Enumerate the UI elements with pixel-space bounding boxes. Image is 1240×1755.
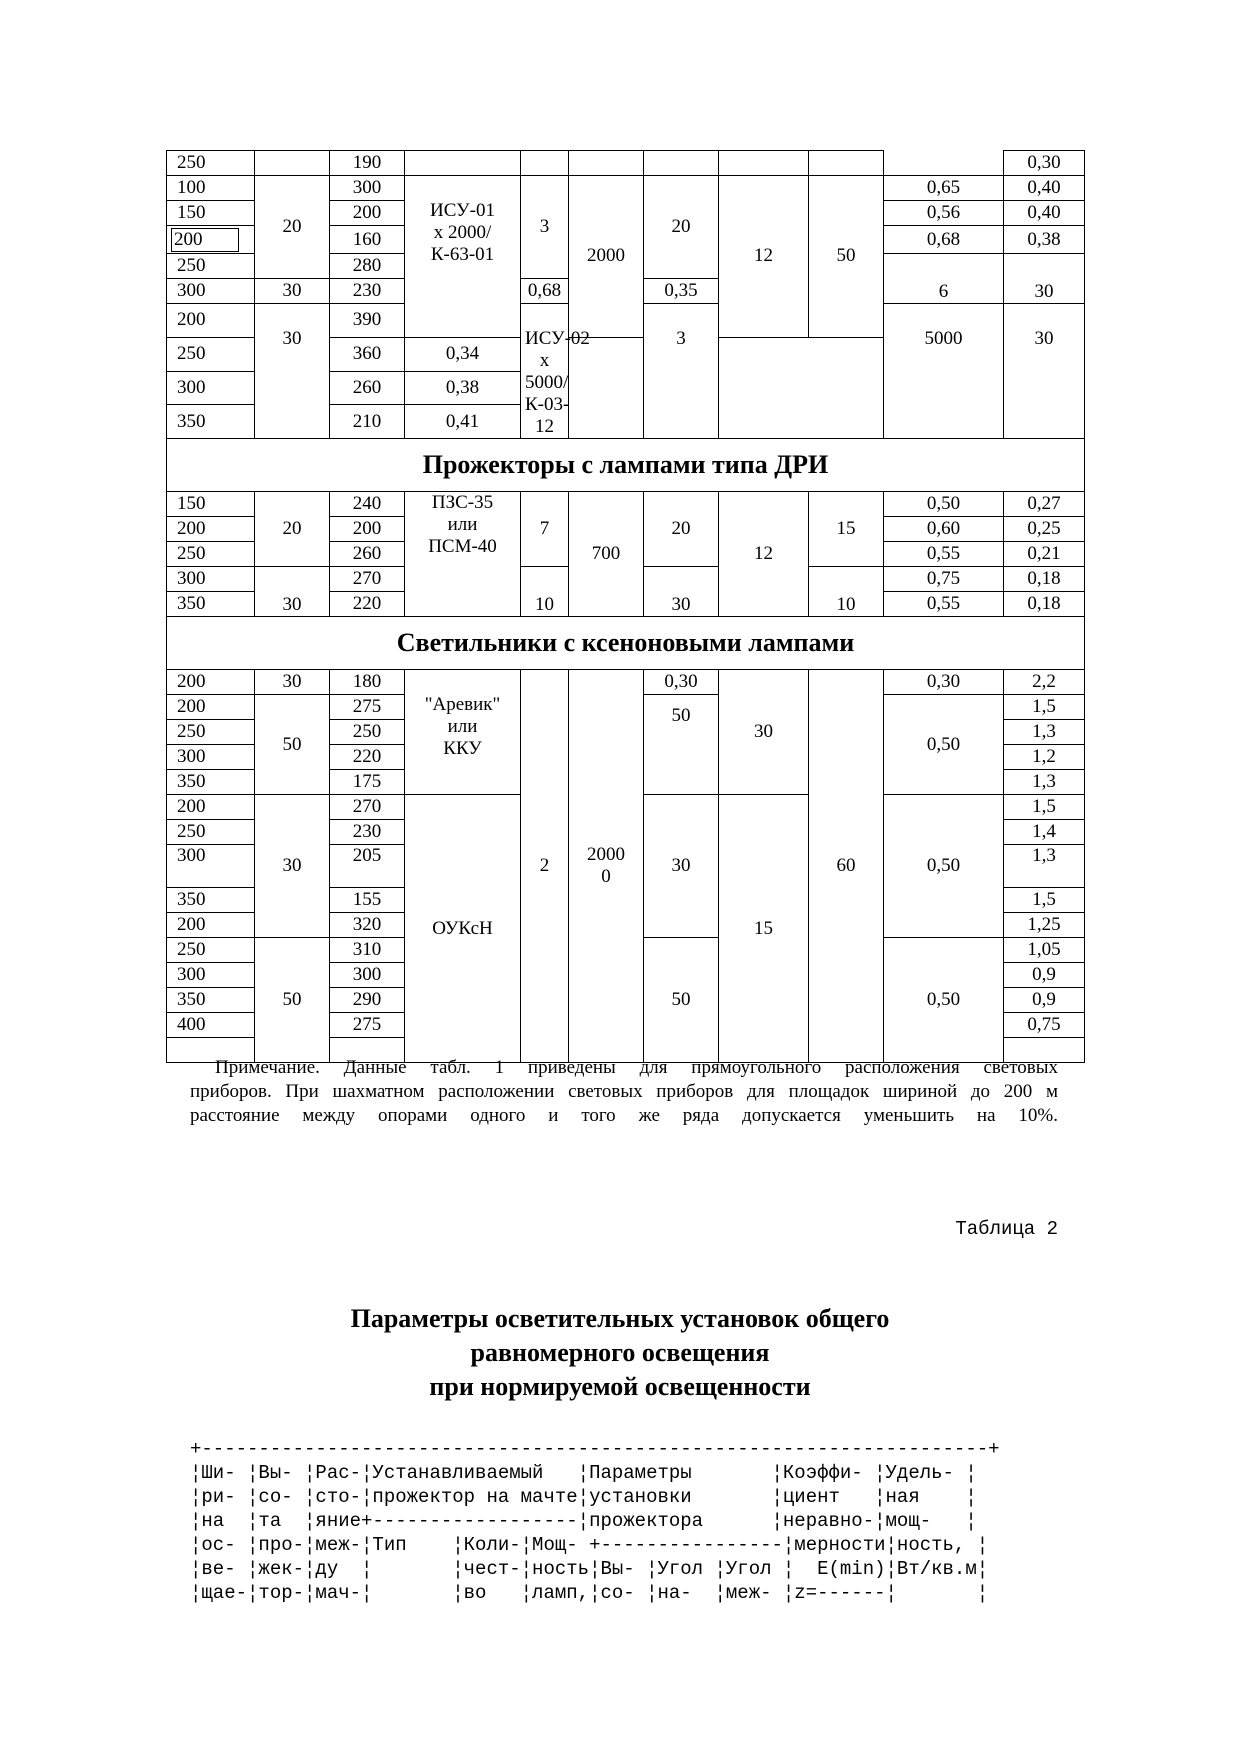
table-cell <box>521 151 569 176</box>
table-cell <box>884 151 1004 176</box>
note-line: Примечание. Данные табл. 1 приведены для прямоугольного расположения световых <box>215 1057 1058 1078</box>
table-cell: 10 <box>809 567 884 617</box>
table-cell: 220 <box>330 592 405 617</box>
table-cell: 0,9 <box>1004 988 1085 1013</box>
table-cell: 0,55 <box>884 542 1004 567</box>
table-2-title <box>0 1302 1240 1404</box>
table-cell: 1,4 <box>1004 820 1085 845</box>
table-cell: 275 <box>330 695 405 720</box>
table-cell: 320 <box>330 913 405 938</box>
table-cell: 2,2 <box>1004 670 1085 695</box>
table-cell: 1,5 <box>1004 795 1085 820</box>
table-cell: 0,68 <box>884 226 1004 254</box>
table-cell <box>405 492 521 617</box>
table-cell: 205 <box>330 845 405 888</box>
table-row <box>167 492 1085 517</box>
note-line: расстояние между опорами одного и того же ряда допускается уменьшить на 10%. <box>190 1105 1058 1126</box>
table-cell: 290 <box>330 988 405 1013</box>
table-cell <box>809 151 884 176</box>
table-cell: 20 <box>255 492 330 567</box>
table-cell <box>521 304 590 439</box>
table-cell: 250 <box>167 938 255 963</box>
note-line: приборов. При шахматном расположении световых приборов для площадок шириной до 200 м <box>190 1081 1058 1102</box>
table-cell <box>644 151 719 176</box>
lamp-type-label: или <box>447 514 478 535</box>
table-cell: 250 <box>167 254 255 279</box>
lamp-type-label: К-03-12 <box>525 394 570 437</box>
title-line: равномерного освещения <box>470 1338 770 1367</box>
table-cell: 1,5 <box>1004 888 1085 913</box>
table-cell: 230 <box>330 279 405 304</box>
table-cell: 2000 0 <box>569 670 644 1063</box>
ascii-line: ¦ве- ¦жек-¦ду ¦ ¦чест-¦ность¦Вы- ¦Угол ¦Угол ¦ E(min)¦Вт/кв.м¦ <box>190 1558 989 1580</box>
table-cell: 50 <box>644 938 719 1063</box>
table-cell: 250 <box>167 542 255 567</box>
lamp-type-label: ПЗС-35 <box>431 492 494 513</box>
table-cell: 270 <box>330 795 405 820</box>
table-cell: 350 <box>167 988 255 1013</box>
table-cell: 0,18 <box>1004 567 1085 592</box>
table-cell: 50 <box>255 938 330 1063</box>
table-cell: 1,25 <box>1004 913 1085 938</box>
table-row <box>167 151 1085 176</box>
table-cell: 0,56 <box>884 201 1004 226</box>
table-cell: 30 <box>255 795 330 938</box>
table-cell: 30 <box>719 670 809 795</box>
table-cell: 300 <box>167 567 255 592</box>
section-heading-xenon: Светильники с ксеноновыми лампами <box>167 617 1085 670</box>
table-cell: 310 <box>330 938 405 963</box>
table-cell: 0,30 <box>884 670 1004 695</box>
table-cell: 200 <box>167 795 255 820</box>
table-cell: 0,50 <box>884 492 1004 517</box>
lamp-type-label: ИСУ-02 <box>525 328 590 349</box>
table-cell: 30 <box>255 567 330 617</box>
lamp-type-label: К-63-01 <box>430 244 495 265</box>
table-cell: 210 <box>330 405 405 439</box>
table-cell: 200 <box>167 695 255 720</box>
table-cell: 3 <box>644 304 719 439</box>
section-heading-dri: Прожекторы с лампами типа ДРИ <box>167 439 1085 492</box>
table-cell: 350 <box>167 888 255 913</box>
table-cell <box>405 670 521 795</box>
lighting-parameters-table-1 <box>166 150 1085 1063</box>
table-cell: 20 <box>644 492 719 567</box>
table-cell: 15 <box>719 795 809 1063</box>
table-cell: 0,21 <box>1004 542 1085 567</box>
table-cell: 400 <box>167 1013 255 1038</box>
table-cell: 0,40 <box>1004 201 1085 226</box>
table-cell: 155 <box>330 888 405 913</box>
table-cell: 0,34 <box>405 337 521 371</box>
table-cell <box>719 151 809 176</box>
table-cell: 0,60 <box>884 517 1004 542</box>
table-cell: 1,3 <box>1004 845 1085 888</box>
lamp-type-label: "Аревик" <box>424 694 501 715</box>
table-cell: 12 <box>719 176 809 338</box>
table-cell: 300 <box>167 963 255 988</box>
lamp-type-label: х 5000/ <box>525 350 569 393</box>
table-cell: 200 <box>167 304 255 338</box>
table-row <box>167 176 1085 201</box>
table-cell: 275 <box>330 1013 405 1038</box>
table-cell: 0,30 <box>644 670 719 695</box>
table-cell <box>167 226 255 254</box>
table-cell: 175 <box>330 770 405 795</box>
table-cell: 0,40 <box>1004 176 1085 201</box>
table-cell: 100 <box>167 176 255 201</box>
table-cell: 300 <box>167 371 255 405</box>
table-cell: 0,9 <box>1004 963 1085 988</box>
table-cell: 180 <box>330 670 405 695</box>
table-cell: 0,65 <box>884 176 1004 201</box>
selected-cell-value[interactable]: 200 <box>171 228 239 252</box>
table-cell: 250 <box>167 720 255 745</box>
table-cell <box>405 176 521 338</box>
table-cell: 0,75 <box>884 567 1004 592</box>
table-cell: 50 <box>809 176 884 338</box>
lamp-type-label: или <box>447 716 478 737</box>
section-row <box>167 439 1085 492</box>
table-cell: 250 <box>167 820 255 845</box>
table-cell: 300 <box>330 176 405 201</box>
table-cell: 260 <box>330 371 405 405</box>
ascii-line: ¦щае-¦тор-¦мач-¦ ¦во ¦ламп,¦со- ¦на- ¦меж- ¦z=------¦ ¦ <box>190 1582 989 1604</box>
table-cell: 360 <box>330 337 405 371</box>
table-cell: 350 <box>167 592 255 617</box>
table-cell: 0,35 <box>644 279 719 304</box>
table-cell: 50 <box>255 695 330 795</box>
table-cell: 30 <box>255 304 330 439</box>
ascii-line: ¦Ши- ¦Вы- ¦Рас-¦Устанавливаемый ¦Параметры ¦Коэффи- ¦Удель- ¦ <box>190 1462 977 1484</box>
table-cell: 2000 <box>569 176 644 338</box>
table-cell: 390 <box>330 304 405 338</box>
table-cell: 250 <box>167 337 255 371</box>
table-cell: 30 <box>255 279 330 304</box>
table-cell: 1,2 <box>1004 745 1085 770</box>
table-cell: 1,3 <box>1004 770 1085 795</box>
title-line: при нормируемой освещенности <box>429 1372 811 1401</box>
lamp-type-label: ККУ <box>443 738 482 759</box>
table-cell: 0,55 <box>884 592 1004 617</box>
table-cell: 160 <box>330 226 405 254</box>
table-cell: 5000 <box>884 304 1004 439</box>
table-cell: 300 <box>167 279 255 304</box>
table-cell: 0,25 <box>1004 517 1085 542</box>
table-cell: 300 <box>167 745 255 770</box>
table-cell: ОУКсН <box>405 795 521 1063</box>
table-cell: 300 <box>167 845 255 888</box>
ascii-line: ¦на ¦та ¦яние+------------------¦прожектора ¦неравно-¦мощ- ¦ <box>190 1510 977 1532</box>
ascii-line: ¦ос- ¦про-¦меж-¦Тип ¦Коли-¦Мощ- +----------------¦мерности¦ность, ¦ <box>190 1534 989 1556</box>
table-cell: 270 <box>330 567 405 592</box>
table-cell: 0,50 <box>884 695 1004 795</box>
table-cell: 200 <box>330 517 405 542</box>
table-number-label: Таблица 2 <box>955 1218 1058 1240</box>
table-cell: 15 <box>809 492 884 567</box>
table-cell: 300 <box>330 963 405 988</box>
table-cell: 20 <box>255 176 330 279</box>
table-cell: 12 <box>719 492 809 617</box>
table-cell: 200 <box>167 913 255 938</box>
table-cell: 240 <box>330 492 405 517</box>
table-cell: 7 <box>521 492 569 567</box>
table-cell: 30 <box>644 567 719 617</box>
table-cell <box>255 151 330 176</box>
table-cell: 0,50 <box>884 795 1004 938</box>
section-row <box>167 617 1085 670</box>
table-note <box>190 1056 1058 1128</box>
lamp-type-label: х 2000/ <box>433 222 492 243</box>
table-cell: 230 <box>330 820 405 845</box>
table-cell: 200 <box>167 517 255 542</box>
table-cell: 350 <box>167 405 255 439</box>
table-cell: 220 <box>330 745 405 770</box>
table-cell: 1,3 <box>1004 720 1085 745</box>
ascii-line: ¦ри- ¦со- ¦сто-¦прожектор на мачте¦установки ¦циент ¦ная ¦ <box>190 1486 977 1508</box>
table-cell: 150 <box>167 492 255 517</box>
table-cell: 200 <box>330 201 405 226</box>
table-cell: 350 <box>167 770 255 795</box>
table-cell: 0,41 <box>405 405 521 439</box>
table-cell: 50 <box>644 695 719 795</box>
table-cell: 190 <box>330 151 405 176</box>
table-cell: 2 <box>521 670 569 1063</box>
table-cell: 0,38 <box>405 371 521 405</box>
table-cell: 0,75 <box>1004 1013 1085 1038</box>
table-cell: 10 <box>521 567 569 617</box>
table-cell: 0,68 <box>521 279 569 304</box>
table-cell: 250 <box>330 720 405 745</box>
table-cell: 30 <box>1004 304 1085 439</box>
ascii-table-header <box>190 1437 1000 1605</box>
lamp-type-label: ПСМ-40 <box>428 536 497 557</box>
lamp-type-label: ИСУ-01 <box>430 200 495 221</box>
table-cell: 3 <box>521 176 569 279</box>
table-cell: 30 <box>1004 254 1085 304</box>
table-cell: 6 <box>884 254 1004 304</box>
table-cell: 0,27 <box>1004 492 1085 517</box>
table-cell <box>569 151 644 176</box>
table-cell: 30 <box>644 795 719 938</box>
table-cell: 0,30 <box>1004 151 1085 176</box>
table-row <box>167 670 1085 695</box>
table-cell: 30 <box>255 670 330 695</box>
table-cell: 60 <box>809 670 884 1063</box>
table-cell: 0,50 <box>884 938 1004 1063</box>
table-cell: 700 <box>569 492 644 617</box>
table-cell: 200 <box>167 670 255 695</box>
table-cell: 20 <box>644 176 719 279</box>
table-cell: 260 <box>330 542 405 567</box>
table-cell <box>405 151 521 176</box>
table-cell: 280 <box>330 254 405 279</box>
table-cell: 250 <box>167 151 255 176</box>
table-cell: 0,18 <box>1004 592 1085 617</box>
ascii-line: +---------------------------------------------------------------------+ <box>190 1438 1000 1460</box>
table-cell: 0,38 <box>1004 226 1085 254</box>
title-line: Параметры осветительных установок общего <box>350 1304 890 1333</box>
table-cell: 1,5 <box>1004 695 1085 720</box>
table-cell: 1,05 <box>1004 938 1085 963</box>
table-cell: 150 <box>167 201 255 226</box>
